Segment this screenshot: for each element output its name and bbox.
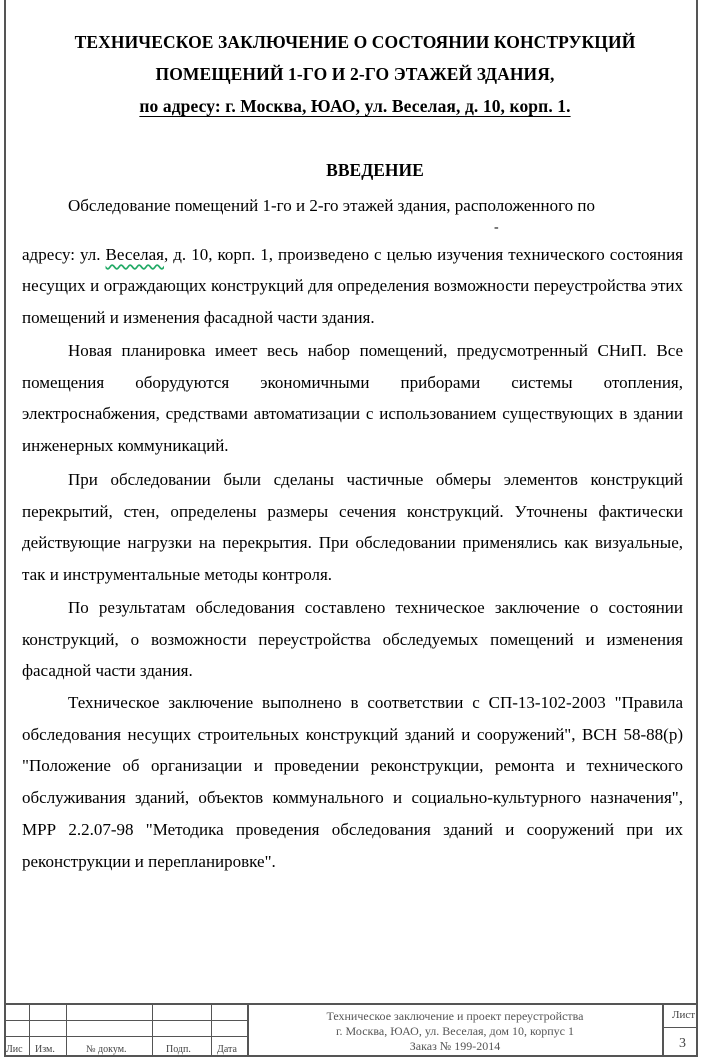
- paragraph-1: [22, 190, 683, 334]
- paragraph-2-text: Новая планировка имеет весь набор помещений, предусмотренный СНиП. Все помещения оборудуются экономичными приборами системы отопления, электроснабжения, средствами автоматизации с использованием существующих в здании инженерных коммуникаций.: [22, 341, 683, 456]
- paragraph-5: [22, 687, 683, 877]
- stamp-label-doc: № докум.: [86, 1044, 127, 1055]
- stray-mark: -: [494, 220, 499, 235]
- stamp-doc-title: [248, 1009, 662, 1054]
- paragraph-1-text-a: адресу: ул.: [22, 244, 106, 264]
- stamp-col-line: [211, 1005, 212, 1057]
- section-heading: ВВЕДЕНИЕ: [326, 160, 424, 180]
- stamp-col-line: [29, 1005, 30, 1057]
- doc-title-line-1: ТЕХНИЧЕСКОЕ ЗАКЛЮЧЕНИЕ О СОСТОЯНИИ КОНСТРУКЦИЙ: [74, 32, 636, 52]
- paragraph-3: [22, 464, 683, 591]
- paragraph-1-text-c: , д. 10, корп. 1, произведено с целью изучения технического состояния несущих и ограждающих конструкций для определения возможности переустройства этих помещений и изменения фасадной части здания.: [22, 244, 683, 328]
- doc-title-line-2: ПОМЕЩЕНИЙ 1-ГО И 2-ГО ЭТАЖЕЙ ЗДАНИЯ,: [155, 64, 555, 84]
- paragraph-4: [22, 592, 683, 687]
- paragraph-1-line1: Обследование помещений 1-го и 2-го этажей здания, расположенного по: [68, 196, 595, 215]
- stamp-sheet-label: Лист: [672, 1009, 696, 1021]
- stamp-doc-title-line-3: Заказ № 199-2014: [409, 1039, 501, 1053]
- paragraph-4-text: По результатам обследования составлено техническое заключение о состоянии конструкций, о возможности переустройства обследуемых помещений и изменения фасадной части здания.: [22, 598, 683, 681]
- stamp-col-line: [152, 1005, 153, 1057]
- stamp-label-izm: Изм.: [35, 1044, 55, 1055]
- stamp-row-line: [662, 1027, 696, 1028]
- paragraph-3-text: При обследовании были сделаны частичные обмеры элементов конструкций перекрытий, стен, определены размеры сечения конструкций. Уточнены фактически действующие нагрузки на перекрытия. При обследовании применялись как визуальные, так и инструментальные методы контроля.: [22, 470, 683, 585]
- stamp-doc-title-line-1: Техническое заключение и проект переустройства: [326, 1009, 584, 1023]
- doc-title-address: по адресу: г. Москва, ЮАО, ул. Веселая, д. 10, корп. 1.: [139, 96, 571, 116]
- title-block-stamp: [4, 1003, 698, 1057]
- stamp-col-line: [662, 1005, 664, 1057]
- stamp-label-date: Дата: [217, 1044, 237, 1055]
- stamp-doc-title-line-2: г. Москва, ЮАО, ул. Веселая, дом 10, корпус 1: [335, 1024, 574, 1038]
- stamp-label-sign: Подп.: [166, 1044, 191, 1055]
- street-name: Веселая: [105, 244, 164, 264]
- paragraph-2: [22, 335, 683, 462]
- paragraph-5-text: Техническое заключение выполнено в соответствии с СП-13-102-2003 "Правила обследования несущих строительных конструкций зданий и сооружений", ВСН 58-88(р) "Положение об организации и проведении реконструкции, ремонта и технического обслуживания зданий, объектов коммунального и социально-культурного назначения", МРР 2.2.07-98 "Методика проведения обследования зданий и сооружений при их реконструкции и перепланировке".: [22, 693, 683, 871]
- stamp-sheet-number: 3: [679, 1036, 686, 1051]
- stamp-col-line: [66, 1005, 67, 1057]
- doc-title-line-3: [20, 96, 690, 117]
- stamp-label-lis: Лис: [6, 1044, 23, 1055]
